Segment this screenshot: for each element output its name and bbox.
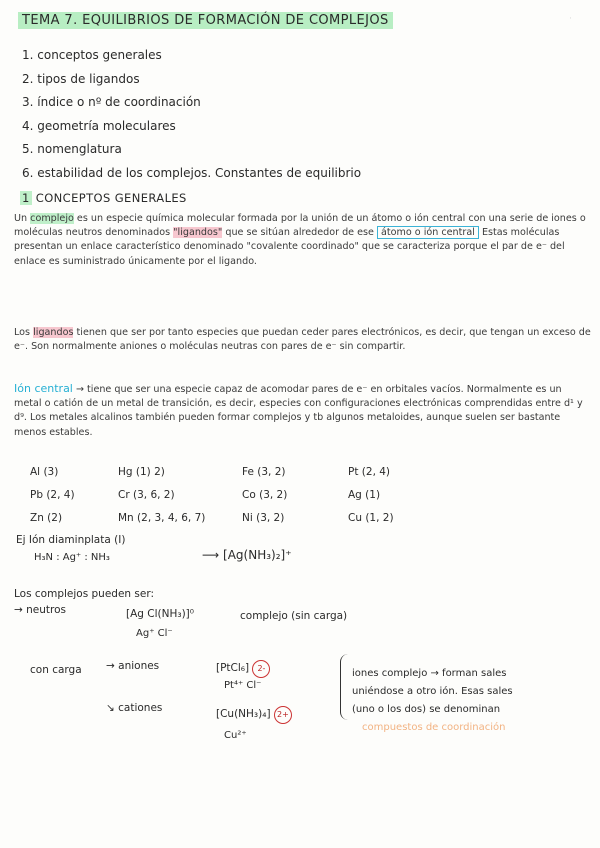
cationes-ions: Cu²⁺: [224, 730, 247, 741]
neutros-label: → neutros: [14, 604, 67, 616]
toc-item: 5. nomenglatura: [22, 142, 122, 156]
example-label: Ej Ión diaminplata (I): [16, 534, 126, 546]
ion: Ni (3, 2): [242, 512, 285, 524]
paragraph-ion-central: [14, 382, 592, 440]
ion: Pb (2, 4): [30, 489, 75, 501]
example-block: [16, 534, 292, 563]
ion-row: [30, 512, 450, 535]
table-of-contents: [22, 44, 361, 185]
ion: Zn (2): [30, 512, 63, 524]
cationes-label: ↘ cationes: [106, 702, 163, 714]
ion: Hg (1) 2): [118, 466, 165, 478]
ion: Fe (3, 2): [242, 466, 286, 478]
con-carga-label: con carga: [30, 664, 82, 676]
corner-mark: ·: [569, 14, 572, 24]
text: Estas moléculas presentan un enlace característico denominado "covalente coordinado" que se caracteriza porque el par de e⁻ del enlace es suministrado únicamente por el ligando.: [14, 227, 565, 267]
charge-badge: 2-: [252, 660, 270, 678]
arrow-icon: ⟶: [202, 548, 220, 562]
ion: Pt (2, 4): [348, 466, 391, 478]
term-ligandos: ligandos: [33, 327, 74, 338]
ion: Co (3, 2): [242, 489, 288, 501]
term-atomo-ion-central: átomo o ión central: [377, 226, 479, 239]
note-line: iones complejo → forman sales: [352, 668, 507, 679]
toc-item: 2. tipos de ligandos: [22, 71, 140, 86]
toc-item: 4. geometría moleculares: [22, 118, 176, 133]
cationes-formula: [216, 706, 292, 724]
section-number: 1: [22, 191, 30, 205]
ion: Ag (1): [348, 489, 381, 501]
section-title: CONCEPTOS GENERALES: [35, 191, 187, 205]
example-reactants: H₃N : Ag⁺ : NH₃: [34, 552, 110, 563]
aniones-formula: [216, 660, 270, 678]
text: → tiene que ser una especie capaz de acomodar pares de e⁻ en orbitales vacíos. Normalmente es un metal o catión de un metal de transición, es decir, especies con configuraciones electrónicas comprendidas entre d¹ y d⁹. Los metales alcalinos también pueden formar complejos y tb algunos metaloides, aunque suelen ser bastante menos estables.: [14, 384, 583, 438]
brace: [340, 654, 351, 720]
example-equation: [202, 548, 292, 562]
toc-item: 6. estabilidad de los complejos. Constantes de equilibrio: [22, 165, 362, 180]
ion: Mn (2, 3, 4, 6, 7): [118, 512, 206, 524]
page-title: TEMA 7. EQUILIBRIOS DE FORMACIÓN DE COMPLEJOS: [18, 12, 393, 29]
text: Un: [14, 213, 28, 224]
text: es un especie química molecular formada por la unión de un átomo o ión central con una serie de iones o moléculas neutros denominados: [14, 213, 586, 239]
note-line: (uno o los dos) se denominan: [352, 704, 501, 715]
text: que se sitúan alrededor de ese: [225, 227, 374, 239]
toc-item: 3. índice o nº de coordinación: [22, 95, 201, 109]
cationes-formula-text: [Cu(NH₃)₄]: [216, 708, 271, 720]
types-intro: Los complejos pueden ser:: [14, 588, 155, 600]
neutros-formula: [Ag Cl(NH₃)]⁰: [126, 608, 194, 620]
paragraph-ligandos: [14, 326, 592, 354]
term-ion-central: Ión central: [14, 382, 73, 395]
ion-row: [30, 489, 450, 512]
aniones-ions: Pt⁴⁺ Cl⁻: [224, 680, 262, 691]
charge-badge: 2+: [274, 706, 292, 724]
note-line: uniéndose a otro ión. Esas sales: [352, 686, 513, 697]
ion: Al (3): [30, 466, 59, 478]
ion-list: [30, 466, 450, 535]
aniones-formula-text: [PtCl₆]: [216, 662, 250, 674]
text: Los: [14, 327, 31, 338]
term-complejo: complejo: [30, 213, 74, 224]
text: tienen que ser por tanto especies que puedan ceder pares electrónicos, es decir, que tengan un exceso de e⁻. Son normalmente aniones o moléculas neutras con pares de e⁻ sin compartir.: [14, 327, 591, 353]
paragraph-complejo: [14, 212, 592, 269]
ion-row: [30, 466, 450, 489]
example-product: [Ag(NH₃)₂]⁺: [223, 548, 292, 562]
ion: Cr (3, 6, 2): [118, 489, 175, 501]
toc-item: 1. conceptos generales: [22, 48, 162, 62]
section-heading: [20, 191, 187, 205]
term-ligandos: "ligandos": [173, 227, 223, 239]
aniones-label: → aniones: [106, 660, 160, 672]
note-highlight: compuestos de coordinación: [362, 722, 506, 733]
neutros-description: complejo (sin carga): [240, 610, 348, 622]
neutros-ions: Ag⁺ Cl⁻: [136, 628, 173, 639]
ion: Cu (1, 2): [348, 512, 394, 524]
